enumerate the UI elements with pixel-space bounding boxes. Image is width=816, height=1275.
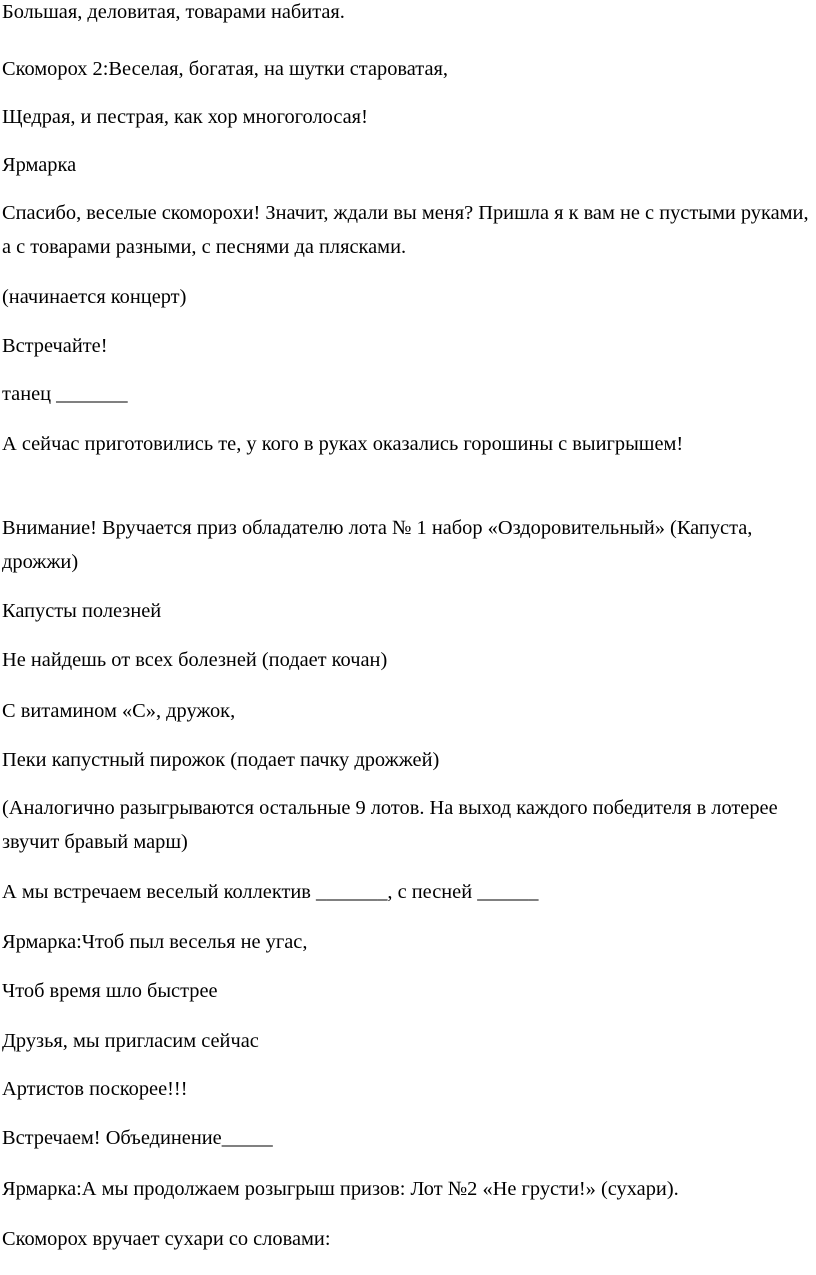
paragraph: Капусты полезней (2, 600, 162, 622)
paragraph: С витамином «С», дружок, (2, 700, 236, 722)
paragraph: Скоморох 2:Веселая, богатая, на шутки староватая, (2, 58, 448, 80)
paragraph: Друзья, мы пригласим сейчас (2, 1030, 259, 1052)
paragraph: Ярмарка:А мы продолжаем розыгрыш призов: Лот №2 «Не грусти!» (сухари). (2, 1178, 679, 1200)
paragraph: Скоморох вручает сухари со словами: (2, 1228, 331, 1250)
paragraph: Встречаем! Объединение_____ (2, 1127, 273, 1149)
paragraph: Артистов поскорее!!! (2, 1078, 188, 1100)
paragraph: Не найдешь от всех болезней (подает кочан) (2, 649, 388, 671)
paragraph: (начинается концерт) (2, 286, 187, 308)
paragraph: Ярмарка:Чтоб пыл веселья не угас, (2, 931, 308, 953)
paragraph: Ярмарка (2, 154, 77, 176)
paragraph: танец _______ (2, 383, 128, 405)
paragraph: Чтоб время шло быстрее (2, 980, 218, 1002)
paragraph: Большая, деловитая, товарами набитая. (2, 1, 345, 23)
paragraph: Пеки капустный пирожок (подает пачку дрожжей) (2, 749, 440, 771)
paragraph: Щедрая, и пестрая, как хор многоголосая! (2, 106, 368, 128)
paragraph: Спасибо, веселые скоморохи! Значит, ждали вы меня? Пришла я к вам не с пустыми руками, а с товарами разными, с песнями да плясками. (2, 202, 809, 258)
paragraph: А сейчас приготовились те, у кого в руках оказались горошины с выигрышем! (2, 433, 684, 455)
paragraph: А мы встречаем веселый коллектив _______, с песней ______ (2, 881, 539, 903)
paragraph: (Аналогично разыгрываются остальные 9 лотов. На выход каждого победителя в лотерее звучит бравый марш) (2, 797, 778, 853)
paragraph: Внимание! Вручается приз обладателю лота № 1 набор «Оздоровительный» (Капуста, дрожжи) (2, 517, 753, 573)
paragraph: Встречайте! (2, 335, 108, 357)
